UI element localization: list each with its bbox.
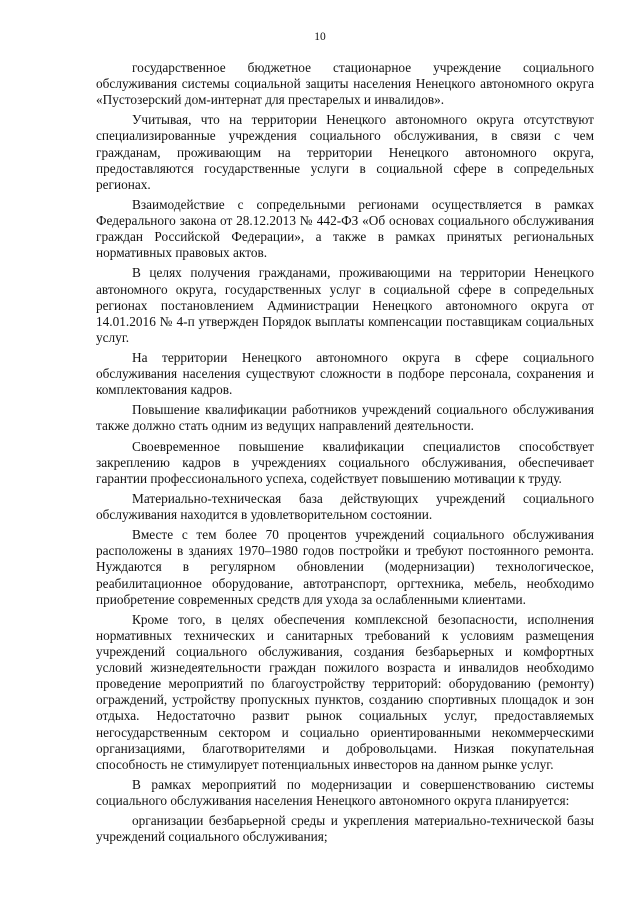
paragraph: На территории Ненецкого автономного округа в сфере социального обслуживания населения существуют сложности в подборе персонала, сохранения и комплектования кадров. [96, 349, 594, 398]
paragraph: организации безбарьерной среды и укрепления материально-технической базы учреждений социального обслуживания; [96, 813, 594, 845]
paragraph: Повышение квалификации работников учреждений социального обслуживания также должно стать одним из ведущих направлений деятельности. [96, 402, 594, 434]
paragraph: В рамках мероприятий по модернизации и совершенствованию системы социального обслуживания населения Ненецкого автономного округа планируется: [96, 776, 594, 808]
document-body [96, 60, 594, 849]
paragraph: Материально-техническая база действующих учреждений социального обслуживания находится в удовлетворительном состоянии. [96, 491, 594, 523]
paragraph: Своевременное повышение квалификации специалистов способствует закреплению кадров в учреждениях социального обслуживания, обеспечивает гарантии профессионального успеха, содействует повышению мотивации к труду. [96, 438, 594, 486]
page-number: 10 [314, 31, 326, 43]
paragraph: Кроме того, в целях обеспечения комплексной безопасности, исполнения нормативных технических и санитарных требований к условиям размещения учреждений социального обслуживания, создания безбарьерных и комфортных условий жизнедеятельности граждан пожилого возраста и инвалидов необходимо проведение мероприятий по благоустройству территорий: оборудованию (ремонту) ограждений, устройству пропускных пунктов, созданию спортивных площадок и зон отдыха. Недостаточно развит рынок социальных услуг, предоставляемых негосударственным сектором и социально ориентированными некоммерческими организациями, благотворителями и добровольцами. Низкая покупательная способность не стимулирует потенциальных инвесторов на данном рынке услуг. [96, 611, 594, 772]
paragraph: Учитывая, что на территории Ненецкого автономного округа отсутствуют специализированные учреждения социального обслуживания, в связи с чем гражданам, проживающим на территории Ненецкого автономного округа, предоставляются государственные услуги в социальной сфере в сопредельных регионах. [96, 112, 594, 192]
paragraph: В целях получения гражданами, проживающими на территории Ненецкого автономного округа, государственных услуг в социальной сфере в сопредельных регионах постановлением Администрации Ненецкого автономного округа от 14.01.2016 № 4-п утвержден Порядок выплаты компенсации поставщикам социальных услуг. [96, 265, 594, 345]
paragraph: Вместе с тем более 70 процентов учреждений социального обслуживания расположены в зданиях 1970–1980 годов постройки и требуют постоянного ремонта. Нуждаются в регулярном обновлении (модернизации) технологическое, реабилитационное оборудование, автотранспорт, оргтехника, мебель, необходимо приобретение современных средств для ухода за ослабленными клиентами. [96, 527, 594, 607]
paragraph: Взаимодействие с сопредельными регионами осуществляется в рамках Федерального закона от 28.12.2013 № 442-ФЗ «Об основах социального обслуживания граждан Российской Федерации», а также в рамках принятых региональных нормативных правовых актов. [96, 196, 594, 261]
paragraph: государственное бюджетное стационарное учреждение социального обслуживания системы социальной защиты населения Ненецкого автономного округа «Пустозерский дом-интернат для престарелых и инвалидов». [96, 60, 594, 108]
